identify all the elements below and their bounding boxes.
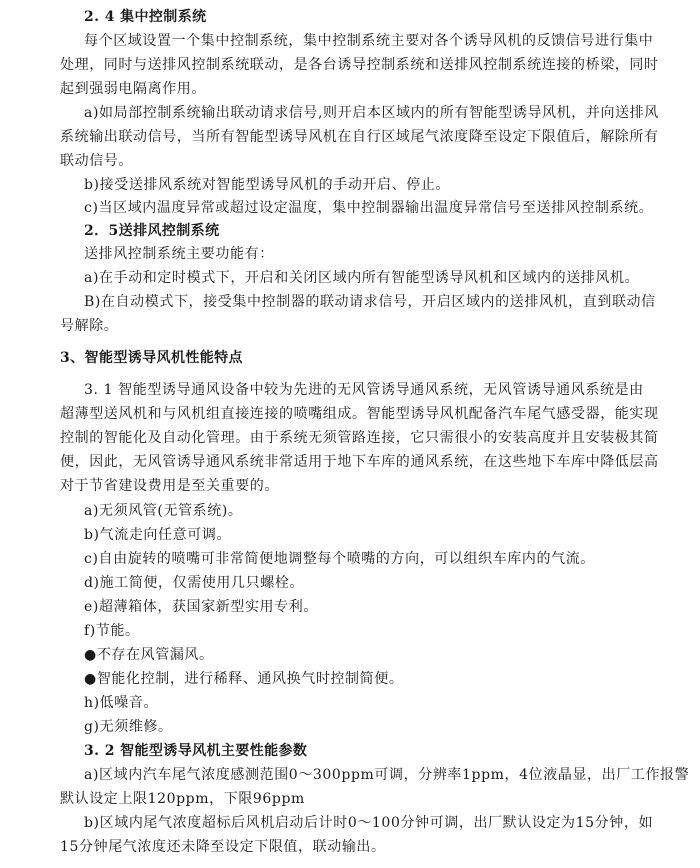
param-item-continuation: 15分钟尾气浓度还未降至设定下限值，联动输出。: [60, 839, 386, 855]
section-2-4-heading: 2. 4 集中控制系统: [84, 9, 207, 25]
param-item-continuation: 默认设定上限120ppm，下限96ppm: [60, 791, 305, 807]
paragraph-line: 3. 1 智能型诱导通风设备中较为先进的无风管诱导通风系统，无风管诱导通风系统是由: [84, 382, 644, 398]
feature-item: h)低噪音。: [84, 695, 159, 711]
list-item-continuation: 系统输出联动信号，当所有智能型诱导风机在自行区域尾气浓度降至设定下限值后，解除所有: [60, 129, 659, 145]
feature-item: c)自由旋转的喷嘴可非常简便地调整每个喷嘴的方向，可以组织车库内的气流。: [84, 551, 595, 567]
section-3-2-heading: 3. 2 智能型诱导风机主要性能参数: [84, 743, 308, 759]
paragraph-line: 控制的智能化及自动化管理。由于系统无须管路连接，它只需很小的安装高度并且安装极其简: [60, 430, 659, 446]
list-item: a)如局部控制系统输出联动请求信号,则开启本区域内的所有智能型诱导风机，并向送排风: [84, 105, 659, 121]
paragraph-line: 对于节省建设费用是至关重要的。: [60, 478, 279, 494]
paragraph-line: 起到强弱电隔离作用。: [60, 81, 206, 97]
feature-item: b)气流走向任意可调。: [84, 527, 232, 543]
section-2-5-heading: 2．5送排风控制系统: [84, 223, 220, 239]
list-item-continuation: 联动信号。: [60, 153, 133, 169]
paragraph-line: 处理，同时与送排风控制系统联动，是各台诱导控制系统和送排风控制系统连接的桥梁，同时: [60, 57, 659, 73]
feature-item: d)施工简便，仅需使用几只螺栓。: [84, 575, 305, 591]
list-item: a)在手动和定时模式下，开启和关闭区域内所有智能型诱导风机和区域内的送排风机。: [84, 270, 640, 286]
list-item: c)当区域内温度异常或超过设定温度，集中控制器输出温度异常信号至送排风控制系统。: [84, 200, 654, 216]
param-item: a)区域内汽车尾气浓度感测范围0～300ppm可调，分辨率1ppm，4位液晶显，出厂工作报警: [84, 767, 690, 783]
paragraph-line: 超薄型送风机和与风机组直接连接的喷嘴组成。智能型诱导风机配备汽车尾气感受器，能实现: [60, 406, 659, 422]
section-3-heading: 3、智能型诱导风机性能特点: [60, 350, 243, 366]
feature-item: a)无须风管(无管系统)。: [84, 503, 243, 519]
param-item: b)区域内尾气浓度超标后风机启动后计时0～100分钟可调，出厂默认设定为15分钟，如: [84, 815, 654, 831]
feature-item: e)超薄箱体，获国家新型实用专利。: [84, 599, 318, 615]
feature-item: f)节能。: [84, 623, 140, 639]
paragraph-line: 送排风控制系统主要功能有：: [84, 246, 274, 262]
paragraph-line: 便，因此，无风管诱导通风系统非常适用于地下车库的通风系统，在这些地下车库中降低层高: [60, 454, 659, 470]
feature-item: ●智能化控制，进行稀释、通风换气时控制简便。: [84, 671, 404, 687]
list-item: B)在自动模式下，接受集中控制器的联动请求信号，开启区域内的送排风机，直到联动信: [84, 294, 656, 310]
feature-item: ●不存在风管漏风。: [84, 647, 214, 663]
paragraph-line: 每个区域设置一个集中控制系统，集中控制系统主要对各个诱导风机的反馈信号进行集中: [84, 33, 654, 49]
list-item: b)接受送排风系统对智能型诱导风机的手动开启、停止。: [84, 177, 451, 193]
feature-item: g)无须维修。: [84, 719, 173, 735]
list-item-continuation: 号解除。: [60, 318, 119, 334]
